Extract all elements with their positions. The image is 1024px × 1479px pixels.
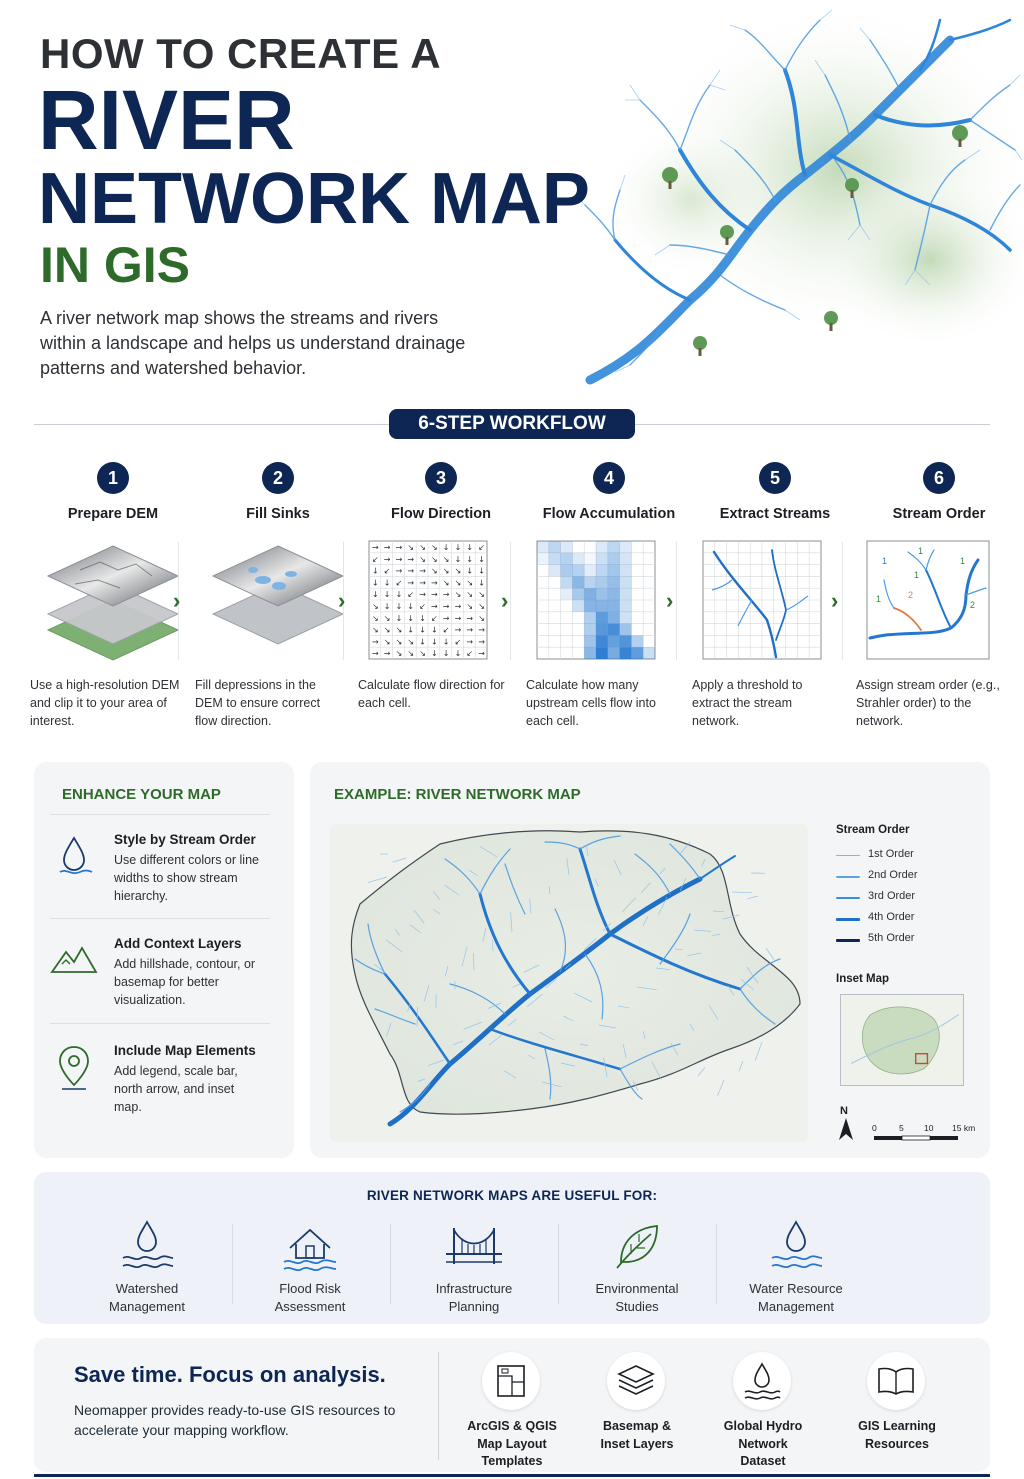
legend-swatch xyxy=(836,897,860,899)
svg-text:↓: ↓ xyxy=(419,625,426,635)
svg-text:↙: ↙ xyxy=(478,543,485,552)
svg-text:→: → xyxy=(442,613,450,623)
svg-text:→: → xyxy=(431,602,438,611)
svg-text:1: 1 xyxy=(918,546,924,556)
layers-icon xyxy=(607,1352,665,1410)
svg-text:↘: ↘ xyxy=(419,543,426,552)
svg-text:1: 1 xyxy=(882,556,888,566)
svg-text:→: → xyxy=(383,649,391,659)
legend-item-1 xyxy=(836,848,956,864)
svg-text:→: → xyxy=(372,637,379,647)
leaf-icon xyxy=(607,1218,667,1274)
step-description: Calculate how many upstream cells flow into each cell. xyxy=(526,678,656,728)
svg-text:↓: ↓ xyxy=(372,590,379,600)
title-line-3: NETWORK MAP xyxy=(38,159,590,239)
scale-label-15: 15 km xyxy=(952,1123,976,1133)
svg-text:→: → xyxy=(466,625,474,635)
hero-section xyxy=(0,0,1024,400)
svg-text:↓: ↓ xyxy=(395,613,403,623)
svg-text:↘: ↘ xyxy=(372,625,379,635)
svg-text:↘: ↘ xyxy=(454,578,462,588)
footer-accent-bar xyxy=(34,1474,990,1477)
step-title: Fill Sinks xyxy=(246,506,310,522)
svg-text:↓: ↓ xyxy=(419,613,426,623)
svg-text:→: → xyxy=(395,566,403,576)
svg-text:↘: ↘ xyxy=(431,543,438,552)
divider xyxy=(50,1023,270,1024)
svg-text:↙: ↙ xyxy=(395,578,403,588)
enhance-item-text: Add hillshade, contour, or basemap for better visualization. xyxy=(114,957,256,1007)
svg-text:↘: ↘ xyxy=(466,590,474,600)
svg-text:→: → xyxy=(419,566,426,576)
svg-text:↓: ↓ xyxy=(478,554,485,564)
svg-text:→: → xyxy=(454,613,462,623)
svg-text:↘: ↘ xyxy=(466,578,474,588)
svg-text:↓: ↓ xyxy=(383,602,391,611)
svg-text:↘: ↘ xyxy=(454,590,462,600)
flow-direction-grid-icon xyxy=(368,540,514,662)
svg-text:→: → xyxy=(442,590,450,600)
water-drop-icon xyxy=(50,832,98,880)
svg-text:↘: ↘ xyxy=(419,554,426,564)
svg-text:2: 2 xyxy=(970,600,976,610)
dem-layers-icon xyxy=(40,540,186,662)
svg-text:↘: ↘ xyxy=(478,590,485,600)
step-number: 1 xyxy=(97,462,129,494)
svg-text:1: 1 xyxy=(960,556,966,566)
svg-text:↓: ↓ xyxy=(431,637,438,647)
svg-text:↓: ↓ xyxy=(407,625,415,635)
svg-text:↘: ↘ xyxy=(407,649,415,659)
step-description: Assign stream order (e.g., Strahler order) to the network. xyxy=(856,678,1000,728)
step-number: 6 xyxy=(923,462,955,494)
svg-text:↓: ↓ xyxy=(407,613,415,623)
enhance-item-text: Use different colors or line widths to show stream hierarchy. xyxy=(114,853,259,903)
chevron-right-icon: › xyxy=(501,588,509,613)
step-title: Extract Streams xyxy=(719,506,831,522)
svg-text:→: → xyxy=(407,578,415,588)
example-heading: EXAMPLE: RIVER NETWORK MAP xyxy=(334,786,581,803)
svg-text:↘: ↘ xyxy=(407,637,415,647)
use-label: Flood Risk Assessment xyxy=(274,1281,346,1314)
svg-text:↘: ↘ xyxy=(383,625,391,635)
svg-text:↓: ↓ xyxy=(383,578,391,588)
enhance-panel xyxy=(34,762,294,1158)
layers-icon-wrap xyxy=(607,1352,665,1410)
svg-text:↓: ↓ xyxy=(407,602,415,611)
legend-label: 3rd Order xyxy=(868,890,916,902)
svg-text:↘: ↘ xyxy=(395,625,403,635)
scale-label-5: 5 xyxy=(899,1123,904,1133)
use-label: Environmental Studies xyxy=(595,1281,679,1314)
svg-text:↓: ↓ xyxy=(478,578,485,588)
mountain-icon xyxy=(50,936,98,984)
scale-bar xyxy=(872,1122,982,1146)
hydro-drop-icon-wrap xyxy=(733,1352,791,1410)
svg-text:↓: ↓ xyxy=(431,625,438,635)
title-line-4: IN GIS xyxy=(40,237,191,293)
svg-text:↙: ↙ xyxy=(383,566,391,576)
step-title: Stream Order xyxy=(892,506,986,522)
use-label: Water Resource Management xyxy=(749,1281,843,1314)
legend-title: Stream Order xyxy=(836,824,910,836)
step-description: Calculate flow direction for each cell. xyxy=(358,678,505,710)
divider xyxy=(50,814,270,815)
title-line-1: HOW TO CREATE A xyxy=(40,30,442,77)
step-title: Flow Direction xyxy=(391,506,491,522)
inset-map xyxy=(840,994,964,1086)
footer-text: Neomapper provides ready-to-use GIS resources to accelerate your mapping workflow. xyxy=(74,1402,396,1438)
svg-text:→: → xyxy=(407,566,415,576)
step-description: Fill depressions in the DEM to ensure correct flow direction. xyxy=(195,678,321,728)
svg-text:↙: ↙ xyxy=(466,649,474,659)
step-title: Prepare DEM xyxy=(67,506,159,522)
footer-panel xyxy=(34,1338,990,1472)
inset-title: Inset Map xyxy=(836,973,890,985)
svg-text:→: → xyxy=(395,554,403,564)
svg-text:↘: ↘ xyxy=(466,602,474,611)
svg-text:1: 1 xyxy=(876,594,882,604)
useful-for-panel xyxy=(34,1172,990,1324)
svg-text:↓: ↓ xyxy=(395,602,403,611)
svg-text:↓: ↓ xyxy=(478,566,485,576)
flood-house-icon xyxy=(280,1218,340,1274)
title-line-2: RIVER xyxy=(38,73,295,167)
svg-text:→: → xyxy=(395,543,403,552)
legend-swatch xyxy=(836,876,860,878)
legend-item-5 xyxy=(836,932,956,948)
svg-text:↘: ↘ xyxy=(454,566,462,576)
chevron-right-icon: › xyxy=(338,588,346,613)
svg-text:↓: ↓ xyxy=(466,543,474,552)
svg-text:↘: ↘ xyxy=(478,602,485,611)
svg-text:→: → xyxy=(466,637,474,647)
svg-text:↘: ↘ xyxy=(431,554,438,564)
bridge-icon xyxy=(444,1218,504,1274)
north-arrow-icon xyxy=(836,1104,856,1142)
legend-swatch xyxy=(836,939,860,942)
svg-text:→: → xyxy=(442,602,450,611)
svg-text:↘: ↘ xyxy=(442,566,450,576)
svg-text:↓: ↓ xyxy=(431,649,438,659)
svg-text:↘: ↘ xyxy=(442,578,450,588)
hero-description: A river network map shows the streams and rivers within a landscape and helps us understand drainage patterns and watershed behavior. xyxy=(40,308,466,378)
map-layout-icon-wrap xyxy=(482,1352,540,1410)
legend-label: 1st Order xyxy=(868,848,914,860)
svg-text:↓: ↓ xyxy=(383,590,391,600)
legend-item-2 xyxy=(836,869,956,885)
step-number: 3 xyxy=(425,462,457,494)
svg-text:↘: ↘ xyxy=(395,637,403,647)
svg-text:↘: ↘ xyxy=(478,613,485,623)
enhance-heading: ENHANCE YOUR MAP xyxy=(62,786,221,803)
svg-text:→: → xyxy=(431,578,438,588)
chevron-right-icon: › xyxy=(666,588,674,613)
svg-text:↙: ↙ xyxy=(454,637,462,647)
map-pin-icon xyxy=(50,1043,98,1091)
svg-text:1: 1 xyxy=(914,570,920,580)
north-label: N xyxy=(840,1105,848,1117)
svg-text:→: → xyxy=(372,649,379,659)
resource-label: Global Hydro Network Dataset xyxy=(723,1419,803,1468)
svg-text:↓: ↓ xyxy=(454,649,462,659)
river-network-illustration xyxy=(570,0,1024,400)
legend-label: 5th Order xyxy=(868,932,915,944)
scale-label-10: 10 xyxy=(924,1123,934,1133)
svg-text:↘: ↘ xyxy=(372,613,379,623)
fill-sinks-icon xyxy=(205,540,351,662)
svg-text:→: → xyxy=(454,602,462,611)
svg-text:↙: ↙ xyxy=(442,625,450,635)
svg-text:↓: ↓ xyxy=(442,649,450,659)
step-description: Use a high-resolution DEM and clip it to your area of interest. xyxy=(30,678,180,728)
map-layout-icon xyxy=(482,1352,540,1410)
svg-text:↙: ↙ xyxy=(431,613,438,623)
svg-text:↓: ↓ xyxy=(442,543,450,552)
svg-text:2: 2 xyxy=(908,590,914,600)
footer-heading: Save time. Focus on analysis. xyxy=(74,1362,386,1387)
book-icon xyxy=(867,1352,925,1410)
use-label: Watershed Management xyxy=(109,1281,185,1314)
svg-text:→: → xyxy=(383,554,391,564)
enhance-item-title: Include Map Elements xyxy=(114,1043,256,1058)
water-resource-icon xyxy=(766,1218,826,1274)
svg-text:↓: ↓ xyxy=(454,554,462,564)
svg-text:→: → xyxy=(419,578,426,588)
resource-label: ArcGIS & QGIS Map Layout Templates xyxy=(467,1419,557,1468)
svg-text:↘: ↘ xyxy=(383,613,391,623)
chevron-right-icon: › xyxy=(831,588,839,613)
use-separator xyxy=(390,1224,391,1304)
svg-text:↓: ↓ xyxy=(466,566,474,576)
svg-text:→: → xyxy=(478,637,485,647)
step-description: Apply a threshold to extract the stream network. xyxy=(692,678,803,728)
resource-label: GIS Learning Resources xyxy=(858,1419,936,1451)
legend-swatch xyxy=(836,918,860,921)
svg-text:→: → xyxy=(466,613,474,623)
svg-text:↓: ↓ xyxy=(372,566,379,576)
svg-text:↓: ↓ xyxy=(442,637,450,647)
flow-accumulation-grid-icon xyxy=(536,540,682,662)
enhance-item-text: Add legend, scale bar, north arrow, and inset map. xyxy=(114,1064,238,1114)
river-network-map xyxy=(330,824,808,1142)
svg-text:↙: ↙ xyxy=(419,602,426,611)
use-label: Infrastructure Planning xyxy=(435,1281,513,1314)
chevron-right-icon: › xyxy=(173,588,181,613)
svg-text:↘: ↘ xyxy=(442,554,450,564)
watershed-icon xyxy=(117,1218,177,1274)
svg-text:↘: ↘ xyxy=(419,649,426,659)
svg-text:↘: ↘ xyxy=(407,543,415,552)
svg-text:→: → xyxy=(407,554,415,564)
svg-text:→: → xyxy=(478,649,485,659)
svg-text:↘: ↘ xyxy=(395,649,403,659)
extract-streams-icon xyxy=(702,540,848,662)
svg-text:↓: ↓ xyxy=(372,578,379,588)
svg-text:→: → xyxy=(383,543,391,552)
svg-text:↓: ↓ xyxy=(395,590,403,600)
svg-text:↓: ↓ xyxy=(454,543,462,552)
workflow-badge: 6-STEP WORKFLOW xyxy=(389,409,635,439)
legend-item-4 xyxy=(836,911,956,927)
svg-text:↓: ↓ xyxy=(466,554,474,564)
step-number: 2 xyxy=(262,462,294,494)
svg-text:→: → xyxy=(431,590,438,600)
enhance-item-title: Add Context Layers xyxy=(114,936,242,951)
enhance-item-title: Style by Stream Order xyxy=(114,832,256,847)
useful-heading: RIVER NETWORK MAPS ARE USEFUL FOR: xyxy=(366,1188,658,1203)
divider xyxy=(50,918,270,919)
svg-text:→: → xyxy=(454,625,462,635)
resource-label: Basemap & Inset Layers xyxy=(600,1419,674,1451)
step-title: Flow Accumulation xyxy=(542,506,676,522)
svg-text:→: → xyxy=(478,625,485,635)
legend-label: 4th Order xyxy=(868,911,915,923)
svg-text:↘: ↘ xyxy=(383,637,391,647)
legend-item-3 xyxy=(836,890,956,906)
example-map-panel xyxy=(310,762,990,1158)
svg-text:→: → xyxy=(419,590,426,600)
svg-text:↘: ↘ xyxy=(372,602,379,611)
svg-text:→: → xyxy=(372,543,379,552)
step-number: 4 xyxy=(593,462,625,494)
scale-label-0: 0 xyxy=(872,1123,877,1133)
svg-text:↙: ↙ xyxy=(372,554,379,564)
step-number: 5 xyxy=(759,462,791,494)
book-icon-wrap xyxy=(867,1352,925,1410)
hydro-drop-icon xyxy=(733,1352,791,1410)
footer-separator xyxy=(438,1352,439,1460)
stream-order-icon xyxy=(866,540,1012,662)
svg-text:↘: ↘ xyxy=(431,566,438,576)
legend-label: 2nd Order xyxy=(868,869,918,881)
legend-swatch xyxy=(836,855,860,856)
svg-text:↙: ↙ xyxy=(407,590,415,600)
svg-text:↓: ↓ xyxy=(419,637,426,647)
